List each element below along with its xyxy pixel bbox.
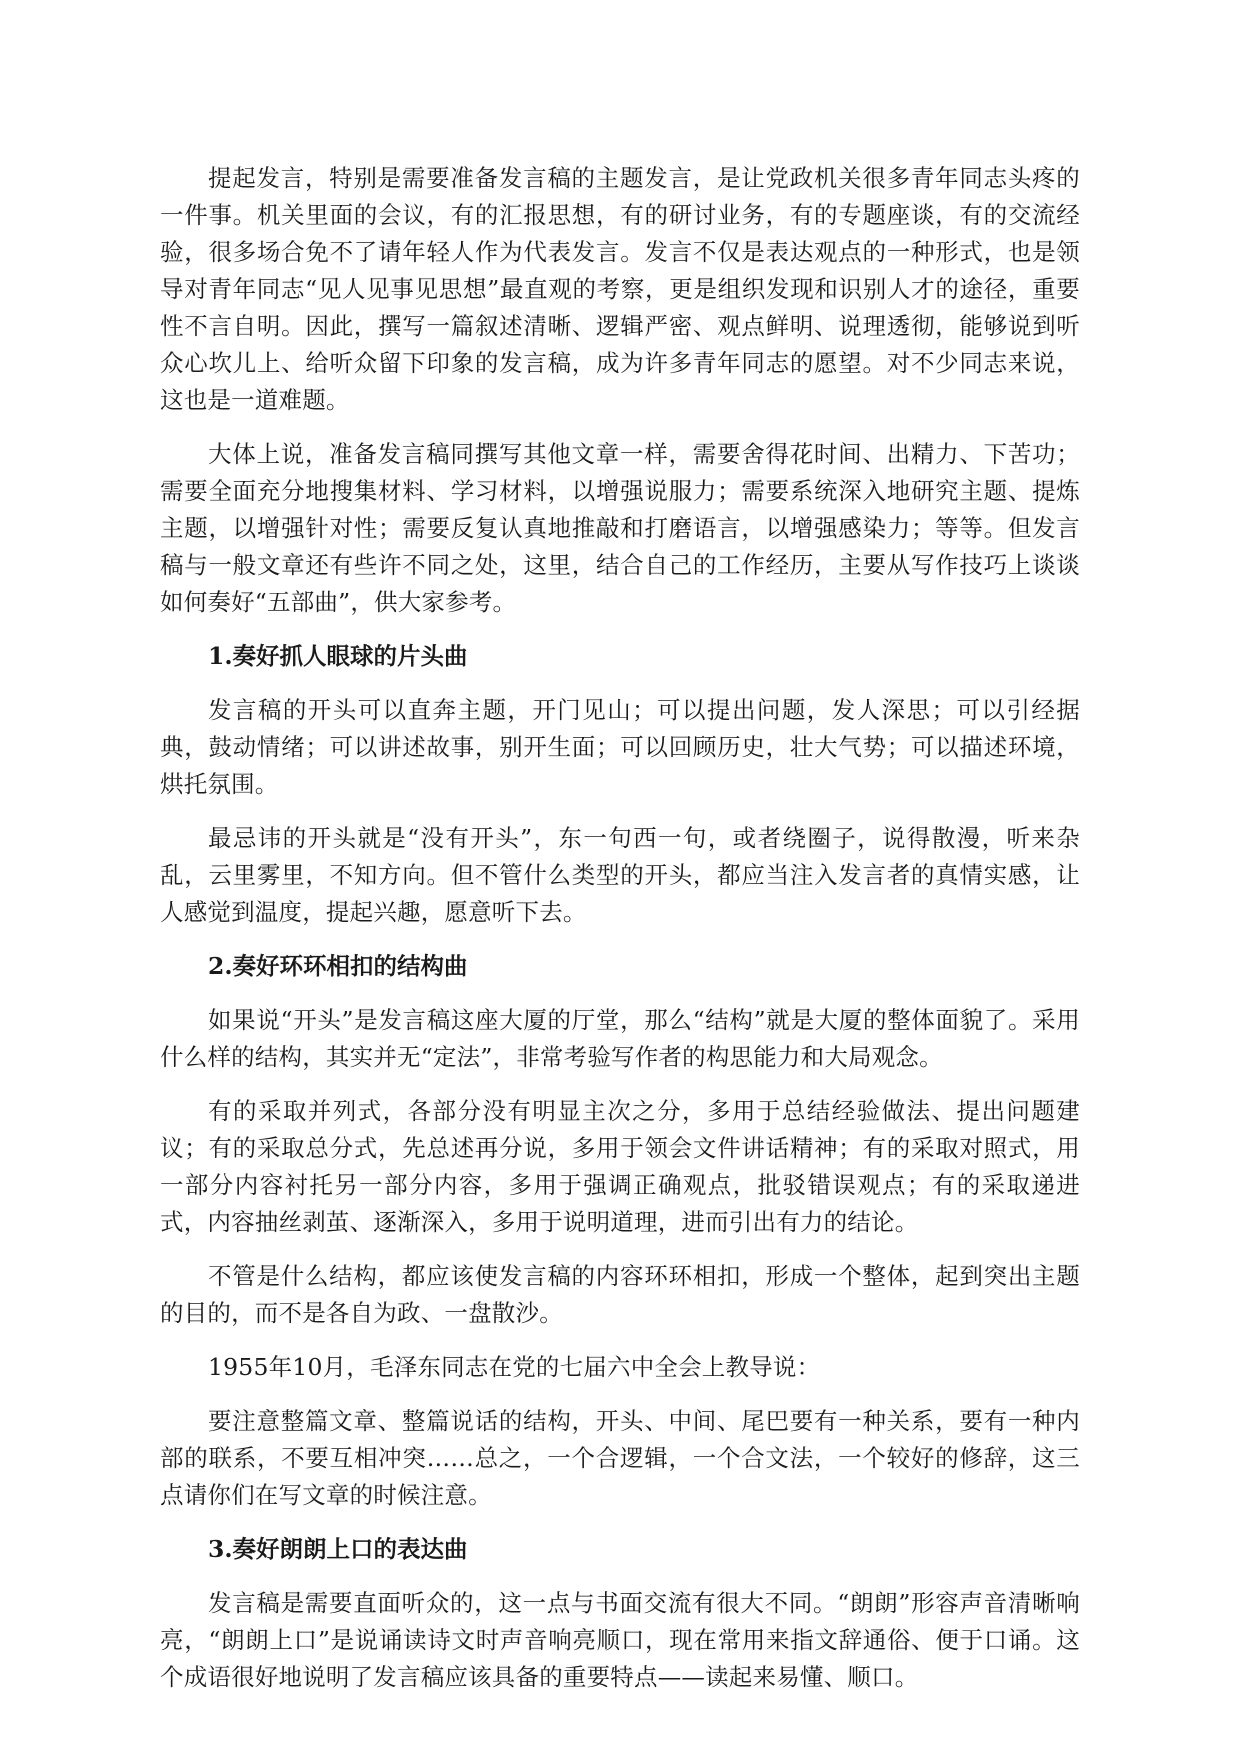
section-heading-1: 1.奏好抓人眼球的片头曲 <box>208 642 468 670</box>
paragraph-opening-methods: 发言稿的开头可以直奔主题，开门见山；可以提出问题，发人深思；可以引经据典，鼓动情绪；可以讲述故事，别开生面；可以回顾历史，壮大气势；可以描述环境，烘托氛围。 <box>160 696 1080 798</box>
section-heading-2: 2.奏好环环相扣的结构曲 <box>208 952 468 980</box>
section-heading-3: 3.奏好朗朗上口的表达曲 <box>208 1535 468 1563</box>
paragraph-opening-taboo: 最忌讳的开头就是“没有开头”，东一句西一句，或者绕圈子，说得散漫，听来杂乱，云里雾里，不知方向。但不管什么类型的开头，都应当注入发言者的真情实感，让人感觉到温度，提起兴趣，愿意听下去。 <box>160 824 1080 926</box>
paragraph-structure-intro: 如果说“开头”是发言稿这座大厦的厅堂，那么“结构”就是大厦的整体面貌了。采用什么样的结构，其实并无“定法”，非常考验写作者的构思能力和大局观念。 <box>160 1006 1080 1071</box>
document-page <box>160 160 1080 1713</box>
paragraph-intro: 提起发言，特别是需要准备发言稿的主题发言，是让党政机关很多青年同志头疼的一件事。机关里面的会议，有的汇报思想，有的研讨业务，有的专题座谈，有的交流经验，很多场合免不了请年轻人作为代表发言。发言不仅是表达观点的一种形式，也是领导对青年同志“见人见事见思想”最直观的考察，更是组织发现和识别人才的途径，重要性不言自明。因此，撰写一篇叙述清晰、逻辑严密、观点鲜明、说理透彻，能够说到听众心坎儿上、给听众留下印象的发言稿，成为许多青年同志的愿望。对不少同志来说，这也是一道难题。 <box>160 164 1080 414</box>
paragraph-expression: 发言稿是需要直面听众的，这一点与书面交流有很大不同。“朗朗”形容声音清晰响亮，“朗朗上口”是说诵读诗文时声音响亮顺口，现在常用来指文辞通俗、便于口诵。这个成语很好地说明了发言稿应该具备的重要特点——读起来易懂、顺口。 <box>160 1589 1080 1691</box>
paragraph-structure-summary: 不管是什么结构，都应该使发言稿的内容环环相扣，形成一个整体，起到突出主题的目的，而不是各自为政、一盘散沙。 <box>160 1262 1080 1327</box>
paragraph-quote: 要注意整篇文章、整篇说话的结构，开头、中间、尾巴要有一种关系，要有一种内部的联系，不要互相冲突……总之，一个合逻辑，一个合文法，一个较好的修辞，这三点请你们在写文章的时候注意。 <box>160 1407 1080 1509</box>
paragraph-quote-intro: 1955年10月，毛泽东同志在党的七届六中全会上教导说： <box>208 1353 821 1381</box>
paragraph-structure-types: 有的采取并列式，各部分没有明显主次之分，多用于总结经验做法、提出问题建议；有的采取总分式，先总述再分说，多用于领会文件讲话精神；有的采取对照式，用一部分内容衬托另一部分内容，多用于强调正确观点，批驳错误观点；有的采取递进式，内容抽丝剥茧、逐渐深入，多用于说明道理，进而引出有力的结论。 <box>160 1097 1080 1236</box>
paragraph-overview: 大体上说，准备发言稿同撰写其他文章一样，需要舍得花时间、出精力、下苦功；需要全面充分地搜集材料、学习材料，以增强说服力；需要系统深入地研究主题、提炼主题，以增强针对性；需要反复认真地推敲和打磨语言，以增强感染力；等等。但发言稿与一般文章还有些许不同之处，这里，结合自己的工作经历，主要从写作技巧上谈谈如何奏好“五部曲”，供大家参考。 <box>160 440 1080 616</box>
